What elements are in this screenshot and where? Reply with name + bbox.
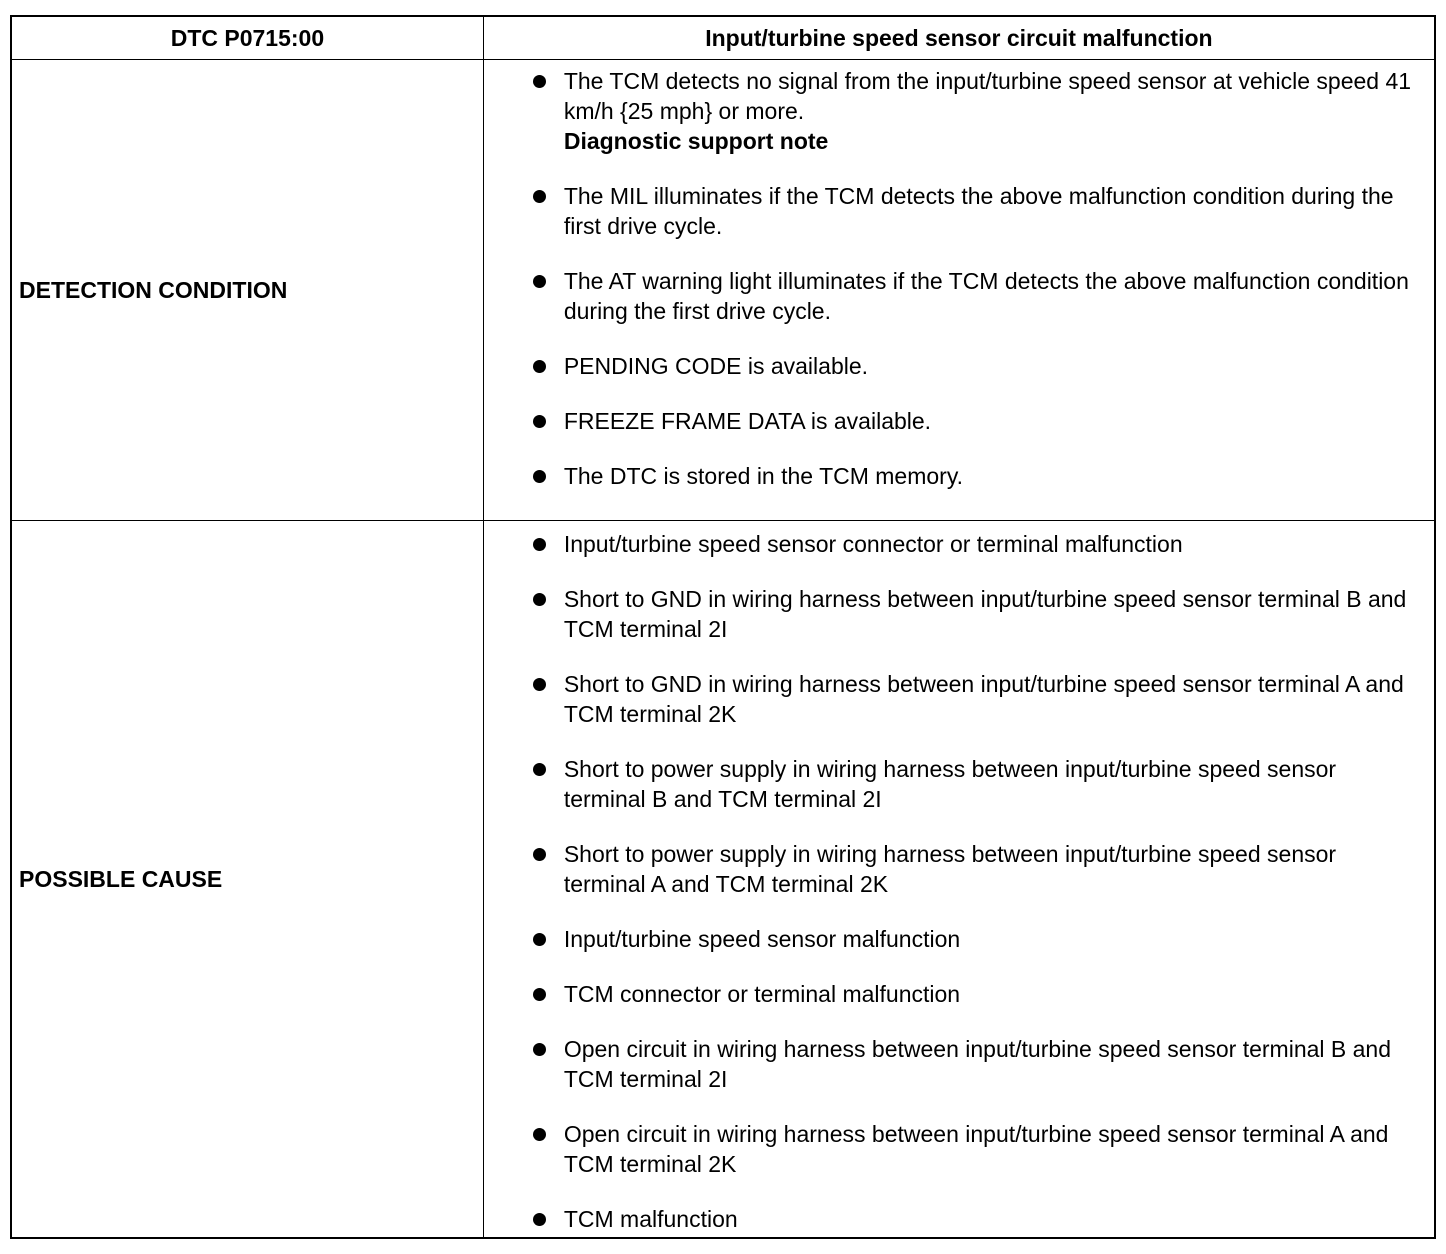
list-item-text: Short to GND in wiring harness between input/turbine speed sensor terminal B and TCM terminal 2I <box>563 586 1407 642</box>
bullet-icon <box>533 275 546 288</box>
list-item <box>484 669 1434 729</box>
bullet-icon <box>533 988 546 1001</box>
list-item-text: Short to power supply in wiring harness between input/turbine speed sensor terminal B and TCM terminal 2I <box>563 756 1337 812</box>
bullet-icon <box>533 933 546 946</box>
list-item <box>484 839 1434 899</box>
bullet-icon <box>533 75 546 88</box>
list-item <box>484 584 1434 644</box>
detection-condition-content <box>483 60 1435 521</box>
bullet-icon <box>533 1128 546 1141</box>
list-item-text: Open circuit in wiring harness between input/turbine speed sensor terminal A and TCM terminal 2K <box>563 1121 1389 1177</box>
bullet-icon <box>533 1213 546 1226</box>
list-item-text: The TCM detects no signal from the input/turbine speed sensor at vehicle speed 41 km/h {25 mph} or more. <box>563 68 1412 124</box>
dtc-code-header: DTC P0715:00 <box>11 16 483 60</box>
bullet-icon <box>533 1043 546 1056</box>
list-item <box>484 461 1434 491</box>
possible-cause-row <box>11 521 1435 1239</box>
dtc-title-header: Input/turbine speed sensor circuit malfunction <box>483 16 1435 60</box>
possible-cause-list <box>484 521 1434 1234</box>
list-item <box>484 351 1434 381</box>
detection-condition-list <box>484 60 1434 126</box>
list-item-text: Short to power supply in wiring harness between input/turbine speed sensor terminal A and TCM terminal 2K <box>563 841 1337 897</box>
bullet-icon <box>533 360 546 373</box>
list-item-text: Open circuit in wiring harness between input/turbine speed sensor terminal B and TCM terminal 2I <box>563 1036 1392 1092</box>
list-item-text: TCM connector or terminal malfunction <box>563 981 961 1007</box>
list-item-text: The DTC is stored in the TCM memory. <box>563 463 964 489</box>
list-item <box>484 266 1434 326</box>
bullet-icon <box>533 538 546 551</box>
bullet-icon <box>533 415 546 428</box>
list-item-text: The AT warning light illuminates if the TCM detects the above malfunction condition during the first drive cycle. <box>563 268 1409 324</box>
header-row <box>11 16 1435 60</box>
list-item <box>484 979 1434 1009</box>
list-item <box>484 406 1434 436</box>
list-item <box>484 1119 1434 1179</box>
list-item <box>484 1034 1434 1094</box>
list-item-text: Short to GND in wiring harness between input/turbine speed sensor terminal A and TCM terminal 2K <box>563 671 1404 727</box>
diagnostic-note-list <box>484 181 1434 491</box>
list-item <box>484 754 1434 814</box>
bullet-icon <box>533 190 546 203</box>
detection-condition-row <box>11 60 1435 521</box>
bullet-icon <box>533 678 546 691</box>
possible-cause-label: POSSIBLE CAUSE <box>11 521 483 1239</box>
list-item <box>484 181 1434 241</box>
detection-condition-label: DETECTION CONDITION <box>11 60 483 521</box>
list-item-text: TCM malfunction <box>563 1206 738 1232</box>
dtc-table <box>10 15 1436 1239</box>
list-item-text: Input/turbine speed sensor malfunction <box>563 926 961 952</box>
list-item <box>484 66 1434 126</box>
list-item-text: Input/turbine speed sensor connector or terminal malfunction <box>563 531 1183 557</box>
list-item <box>484 1204 1434 1234</box>
list-item-text: The MIL illuminates if the TCM detects the above malfunction condition during the first drive cycle. <box>563 183 1394 239</box>
bullet-icon <box>533 848 546 861</box>
bullet-icon <box>533 470 546 483</box>
bullet-icon <box>533 593 546 606</box>
list-item-text: PENDING CODE is available. <box>563 353 869 379</box>
list-item <box>484 924 1434 954</box>
possible-cause-content <box>483 521 1435 1239</box>
list-item-text: FREEZE FRAME DATA is available. <box>563 408 932 434</box>
list-item <box>484 529 1434 559</box>
diagnostic-note-heading: Diagnostic support note <box>563 128 829 154</box>
bullet-icon <box>533 763 546 776</box>
